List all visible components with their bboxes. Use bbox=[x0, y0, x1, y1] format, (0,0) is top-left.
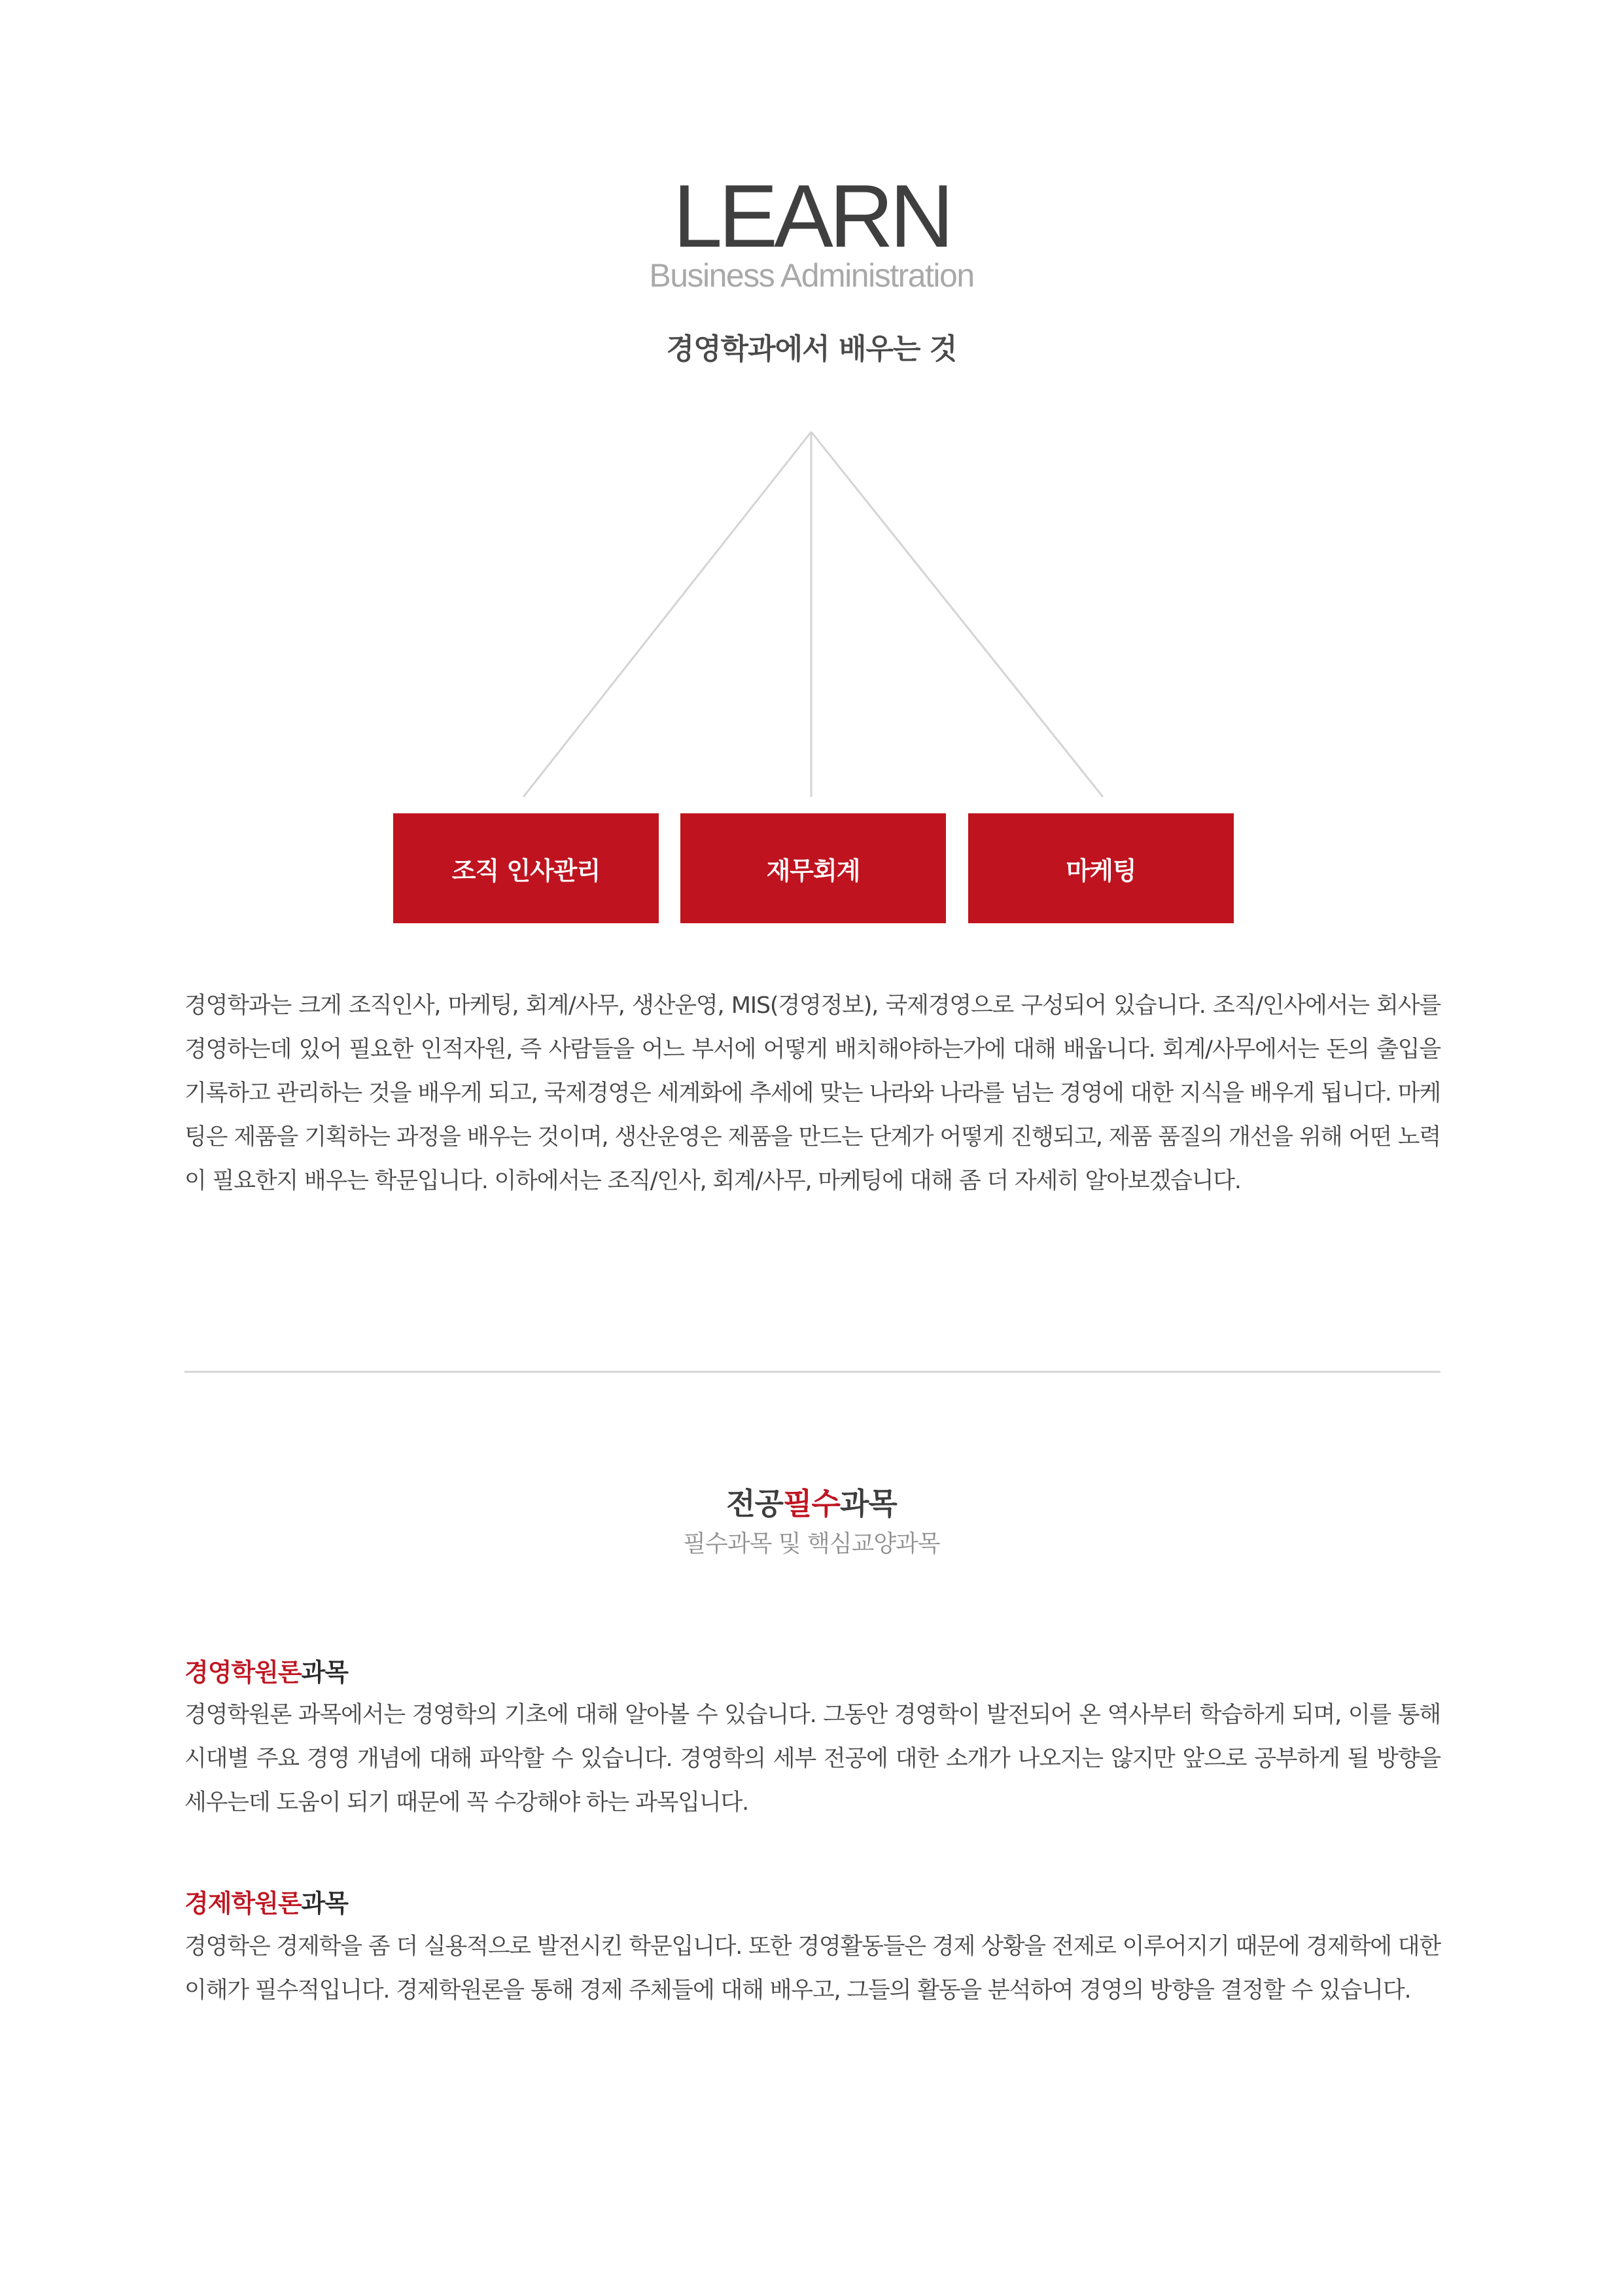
learn-title: LEARN bbox=[672, 166, 951, 266]
subject-body-intro-business: 경영학원론 과목에서는 경영학의 기초에 대해 알아볼 수 있습니다. 그동안 경영학이 발전되어 온 역사부터 학습하게 되며, 이를 통해 시대별 주요 경영 개념에 대해 파악할 수 있습니다. 경영학의 세부 전공에 대한 소개가 나오지는 않지만 앞으로 공부하게 될 방향을 세우는데 도움이 되기 때문에 꼭 수강해야 하는 과목입니다. bbox=[184, 1702, 1440, 1816]
subject-heading-rest: 과목 bbox=[301, 1658, 348, 1687]
category-org-hr: 조직 인사관리 bbox=[393, 813, 659, 923]
category-finance-accounting: 재무회계 bbox=[680, 813, 946, 923]
subject-heading-accent: 경제학원론 bbox=[184, 1889, 302, 1918]
category-marketing: 마케팅 bbox=[968, 813, 1234, 923]
section-title-pre: 전공 bbox=[726, 1486, 784, 1521]
intro-paragraph: 경영학과는 크게 조직인사, 마케팅, 회계/사무, 생산운영, MIS(경영정보), 국제경영으로 구성되어 있습니다. 조직/인사에서는 회사를 경영하는데 있어 필요한 인적자원, 즉 사람들을 어느 부서에 어떻게 배치해야하는가에 대해 배웁니다. 회계/사무에서는 돈의 출입을 기록하고 관리하는 것을 배우게 되고, 국제경영은 세계화에 추세에 맞는 나라와 나라를 넘는 경영에 대한 지식을 배우게 됩니다. 마케팅은 제품을 기획하는 과정을 배우는 것이며, 생산운영은 제품을 만드는 단계가 어떻게 진행되고, 제품 품질의 개선을 위해 어떤 노력이 필요한지 배우는 학문입니다. 이하에서는 조직/인사, 회계/사무, 마케팅에 대해 좀 더 자세히 알아보겠습니다. bbox=[184, 993, 1440, 1194]
section-title-post: 과목 bbox=[839, 1486, 897, 1521]
tree-connector-lines bbox=[0, 0, 1623, 851]
section-divider bbox=[184, 1371, 1440, 1373]
learn-korean-title: 경영학과에서 배우는 것 bbox=[666, 332, 957, 366]
subject-body-intro-economics: 경영학은 경제학을 좀 더 실용적으로 발전시킨 학문입니다. 또한 경영활동들은 경제 상황을 전제로 이루어지기 때문에 경제학에 대한 이해가 필수적입니다. 경제학원론을 통해 경제 주체들에 대해 배우고, 그들의 활동을 분석하여 경영의 방향을 결정할 수 있습니다. bbox=[184, 1934, 1440, 2004]
subject-heading-intro-business bbox=[184, 1655, 348, 1689]
learn-subtitle: Business Administration bbox=[649, 257, 974, 294]
section-subtitle: 필수과목 및 핵심교양과목 bbox=[683, 1530, 940, 1557]
tree-line-left bbox=[523, 432, 811, 797]
subject-heading-intro-economics bbox=[184, 1886, 348, 1920]
subject-heading-accent: 경영학원론 bbox=[184, 1658, 302, 1687]
subject-heading-rest: 과목 bbox=[301, 1889, 348, 1918]
section-title bbox=[0, 1484, 1623, 1523]
section-title-accent: 필수 bbox=[783, 1486, 840, 1521]
tree-line-right bbox=[811, 432, 1103, 797]
